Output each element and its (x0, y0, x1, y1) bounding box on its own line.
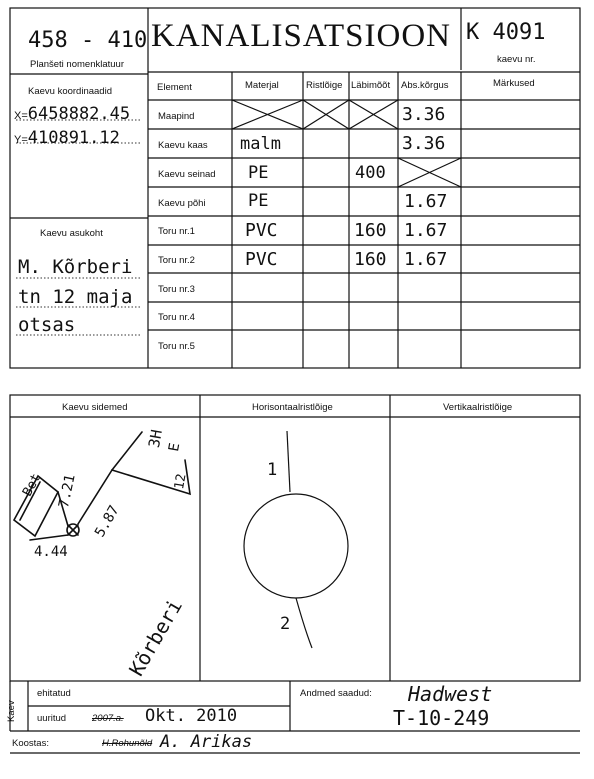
row-abs: 1.67 (404, 249, 448, 270)
sketch-measure-721: 7.21 (56, 473, 79, 510)
row-element: Toru nr.1 (158, 226, 195, 237)
well-number-label: kaevu nr. (497, 54, 536, 65)
sketch-header-connections: Kaevu sidemed (62, 402, 128, 413)
row-abs: 1.67 (404, 191, 448, 212)
row-element: Kaevu põhi (158, 198, 206, 209)
col-header-notes: Märkused (493, 78, 535, 89)
location-line-2: tn 12 maja (18, 286, 133, 308)
row-material: malm (240, 134, 281, 154)
row-element: Kaevu kaas (158, 140, 208, 151)
surveyed-label: uuritud (37, 713, 67, 724)
coord-y: Y=410891.12 (14, 128, 120, 148)
row-material: PE (248, 163, 269, 183)
coord-x: X=6458882.45 (14, 104, 131, 124)
location-line-1: M. Kõrberi (18, 256, 133, 278)
surveyed-old: 2007.a. (92, 713, 124, 724)
compiled-old: H.Rohunõld (102, 738, 153, 749)
row-abs: 1.67 (404, 220, 448, 241)
sketch-building-3h: 3H (145, 428, 166, 450)
pipe-label-2: 2 (280, 614, 291, 634)
data-source-label: Andmed saadud: (300, 688, 372, 699)
row-diameter: 160 (354, 220, 387, 241)
row-element: Maapind (158, 111, 195, 122)
compiled-label: Koostas: (12, 738, 49, 749)
data-source-code: T-10-249 (393, 706, 490, 730)
row-element: Toru nr.3 (158, 284, 195, 295)
kaev-label: Kaev (6, 700, 17, 722)
col-header-diameter: Läbimõõt (351, 80, 391, 91)
row-element: Toru nr.4 (158, 312, 195, 323)
data-source-value: Hadwest (408, 682, 493, 706)
sketch-measure-444: 4.44 (34, 544, 68, 560)
row-diameter: 400 (355, 163, 386, 183)
coords-label: Kaevu koordinaadid (28, 86, 112, 97)
row-element: Kaevu seinad (158, 169, 216, 180)
sketch-header-horizontal: Horisontaalristlõige (252, 402, 333, 413)
col-header-abs: Abs.kõrgus (401, 80, 449, 91)
col-header-cross: Ristlõige (306, 80, 343, 91)
row-diameter: 160 (354, 249, 387, 270)
sketch-bet-label: Bet (20, 471, 45, 500)
sketch-measure-587: 5.87 (92, 502, 123, 540)
built-label: ehitatud (37, 688, 71, 699)
well-number: K 4091 (466, 20, 546, 45)
sheet-label: Planšeti nomenklatuur (30, 59, 124, 70)
pipe-label-1: 1 (267, 460, 278, 480)
row-material: PVC (245, 220, 278, 241)
sketch-header-vertical: Vertikaalristlõige (443, 402, 513, 413)
sketch-street-name: Kõrberi (124, 594, 187, 680)
location-line-3: otsas (18, 314, 76, 336)
row-material: PVC (245, 249, 278, 270)
page-title: KANALISATSIOON (151, 18, 451, 54)
surveyed-value: Okt. 2010 (145, 706, 238, 726)
row-material: PE (248, 191, 269, 211)
row-abs: 3.36 (402, 104, 446, 125)
row-element: Toru nr.2 (158, 255, 195, 266)
col-header-element: Element (157, 82, 192, 93)
row-abs: 3.36 (402, 133, 446, 154)
sheet-number: 458 - 410 (28, 28, 148, 53)
location-label: Kaevu asukoht (40, 228, 103, 239)
row-element: Toru nr.5 (158, 341, 195, 352)
sketch-building-e: E (166, 441, 184, 453)
sketch-building-12: 12 (172, 472, 190, 491)
col-header-material: Materjal (245, 80, 279, 91)
compiled-value: A. Arikas (160, 732, 253, 752)
